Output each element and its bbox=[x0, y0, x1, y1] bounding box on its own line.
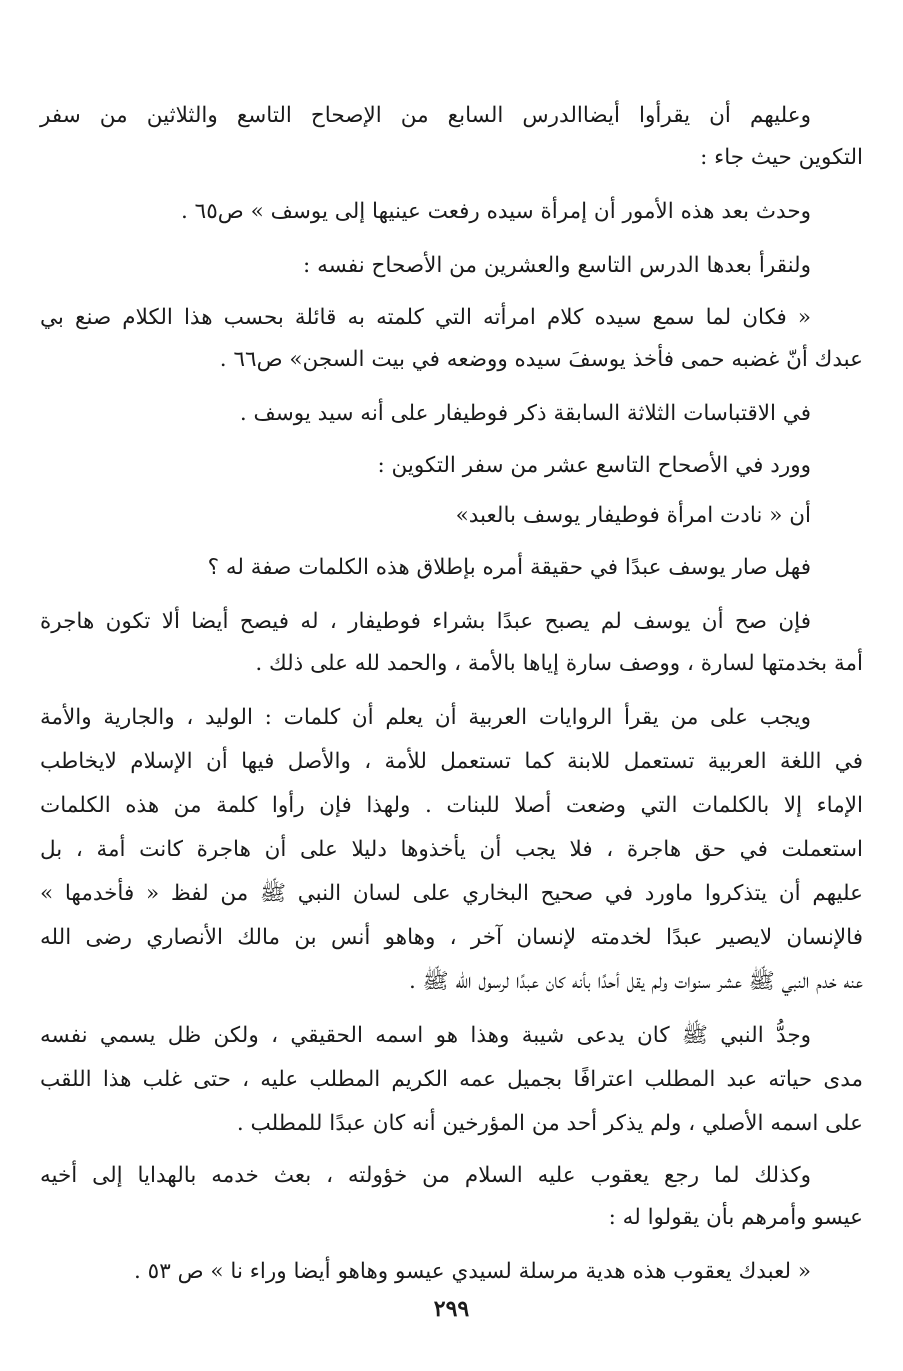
text-line: في الاقتباسات الثلاثة السابقة ذكر فوطيفار على أنه سيد يوسف . bbox=[239, 401, 811, 426]
text-line: التكوين حيث جاء : bbox=[700, 145, 863, 170]
text-line: في اللغة العربية تستعمل للابنة كما تستعمل للأمة ، والأصل فيها أن الإسلام لايخاطب bbox=[40, 749, 863, 774]
text-line: أمة بخدمتها لسارة ، ووصف سارة إياها بالأمة ، والحمد لله على ذلك . bbox=[255, 651, 863, 676]
text-line: وحدث بعد هذه الأمور أن إمرأة سيده رفعت عينيها إلى يوسف » ص٦٥ . bbox=[180, 199, 811, 224]
text-line: عليهم أن يتذكروا ماورد في صحيح البخاري على لسان النبي ﷺ من لفظ « فأخدمها » bbox=[40, 881, 863, 906]
text-line: « لعبدك يعقوب هذه هدية مرسلة لسيدي عيسو وهاهو أيضا وراء نا » ص ٥٣ . bbox=[133, 1259, 811, 1284]
text-line: استعملت في حق هاجرة ، فلا يجب أن يأخذوها دليلا على أن هاجرة كانت أمة ، بل bbox=[40, 837, 863, 862]
text-line: عبدك أنّ غضبه حمى فأخذ يوسفَ سيده ووضعه في بيت السجن» ص٦٦ . bbox=[219, 347, 863, 372]
text-line: عيسو وأمرهم بأن يقولوا له : bbox=[608, 1205, 863, 1230]
text-line: مدى حياته عبد المطلب اعترافًا بجميل عمه الكريم المطلب عليه ، حتى غلب هذا اللقب bbox=[40, 1067, 863, 1092]
page-number: ٢٩٩ bbox=[433, 1296, 470, 1322]
text-line: عنه خدم النبي ﷺ عشر سنوات ولم يقل أحدًا بأنه كان عبدًا لرسول الله ﷺ . bbox=[408, 969, 863, 994]
text-line: أن « نادت امرأة فوطيفار يوسف بالعبد» bbox=[455, 503, 811, 528]
text-line: ولنقرأ بعدها الدرس التاسع والعشرين من الأصحاح نفسه : bbox=[303, 253, 811, 278]
text-line: « فكان لما سمع سيده كلام امرأته التي كلمته به قائلة بحسب هذا الكلام صنع بي bbox=[40, 305, 811, 330]
text-line: وجدُّ النبي ﷺ كان يدعى شيبة وهذا هو اسمه الحقيقي ، ولكن ظل يسمي نفسه bbox=[40, 1023, 811, 1048]
text-line: فالإنسان لايصير عبدًا لخدمته لإنسان آخر ، وهاهو أنس بن مالك الأنصاري رضى الله bbox=[40, 925, 863, 950]
text-line: وورد في الأصحاح التاسع عشر من سفر التكوين : bbox=[377, 453, 811, 478]
text-line: الإماء إلا بالكلمات التي وضعت أصلا للبنات . ولهذا فإن رأوا كلمة من هذه الكلمات bbox=[40, 793, 863, 818]
text-line: فهل صار يوسف عبدًا في حقيقة أمره بإطلاق هذه الكلمات صفة له ؟ bbox=[207, 555, 811, 580]
text-line: وعليهم أن يقرأوا أيضاالدرس السابع من الإصحاح التاسع والثلاثين من سفر bbox=[40, 103, 811, 128]
text-line: ويجب على من يقرأ الروايات العربية أن يعلم أن كلمات : الوليد ، والجارية والأمة bbox=[40, 705, 811, 730]
text-line: على اسمه الأصلي ، ولم يذكر أحد من المؤرخين أنه كان عبدًا للمطلب . bbox=[236, 1111, 863, 1136]
text-line: فإن صح أن يوسف لم يصبح عبدًا بشراء فوطيفار ، له فيصح أيضا ألا تكون هاجرة bbox=[40, 609, 811, 634]
text-line: وكذلك لما رجع يعقوب عليه السلام من خؤولته ، بعث خدمه بالهدايا إلى أخيه bbox=[40, 1163, 811, 1188]
